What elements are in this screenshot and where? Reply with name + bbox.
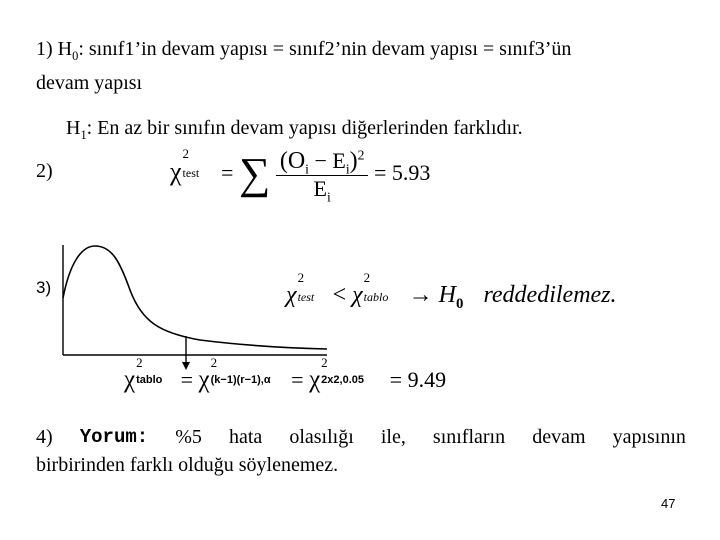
decision-statement: χ 2 test < χ 2 tablo → $H_0$ reddedilemez. [286, 270, 617, 312]
interpretation-label: Yorum: [79, 426, 149, 448]
chi-table-result: = 9.49 [389, 367, 447, 392]
hypothesis-h0-line2: devam yapısı [36, 72, 143, 94]
h0-text: : sınıf1’in devam yapısı = sınıf2’nin devam yapısı = sınıf3’ün [78, 38, 572, 60]
chi-fraction: $\frac{(O_i - E_i)^2}{E_i}$ [276, 148, 369, 202]
chi-symbol: χ [170, 157, 182, 187]
chi-table-formula: χ 2 tablo = χ 2 (k−1)(r−1),α = χ 2 2x2,0.05 = 9.49 [124, 355, 447, 393]
sigma-symbol: ∑ [238, 148, 271, 198]
chi-square-test-formula: χ 2 test = ∑ $\frac{(O_i - E_i)^2}{E_i}$ = 5.93 [170, 146, 431, 205]
item2-number: 2) [36, 160, 53, 182]
item3-number: 3) [36, 278, 52, 297]
interpretation-line2: birbirinden farklı olduğu söylenemez. [36, 454, 339, 476]
page-number: 47 [661, 496, 676, 511]
decision-text: reddedilemez. [483, 282, 617, 308]
hypothesis-h1: $H_1$: En az bir sınıfın devam yapısı diğerlerinden farklıdır. [66, 117, 523, 142]
h0-label: $H_0$ [57, 38, 79, 63]
chi-test-result: = 5.93 [373, 160, 431, 186]
interpretation-line1: 4) Yorum: %5 hata olasılığı ile, sınıfların devam yapısının [36, 426, 686, 448]
item1-number: 1) [36, 38, 53, 60]
